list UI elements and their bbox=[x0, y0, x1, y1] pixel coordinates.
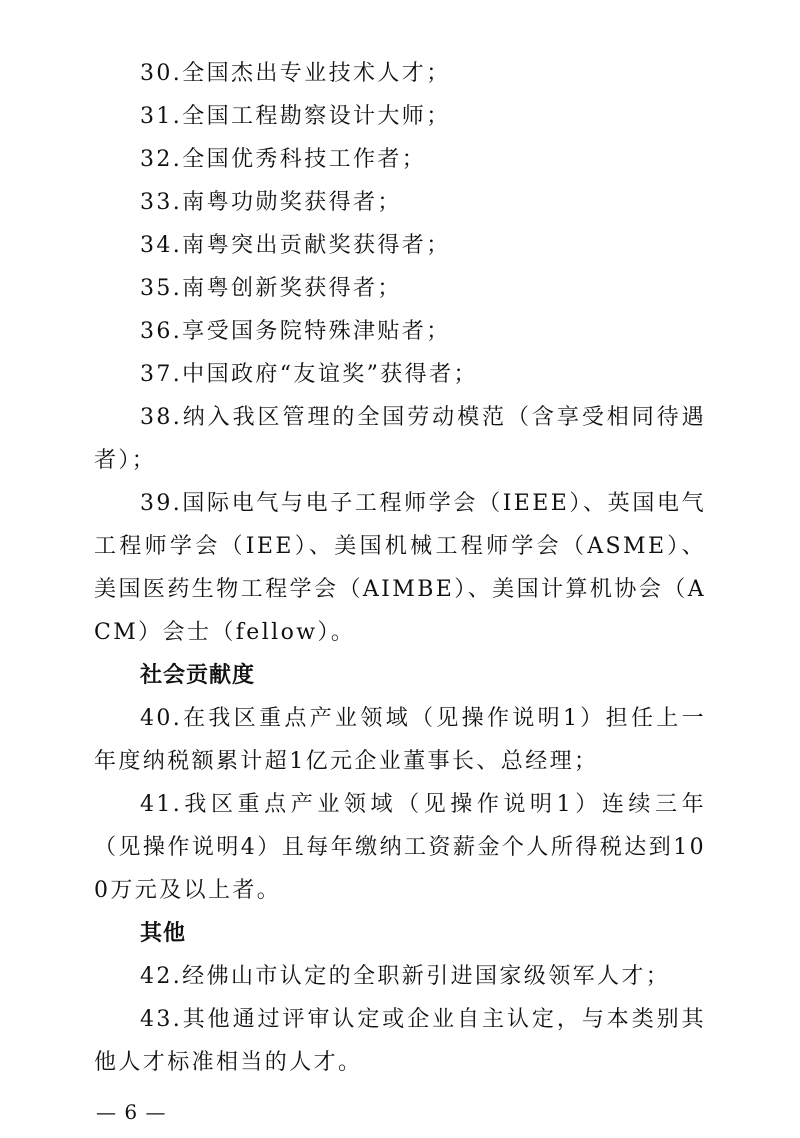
list-item-39: 39.国际电气与电子工程师学会（IEEE）、英国电气工程师学会（IEE）、美国机械工程师学会（ASME）、美国医药生物工程学会（AIMBE）、美国计算机协会（ACM）会士（fellow）。 bbox=[94, 491, 706, 645]
section-heading-social-contribution: 社会贡献度 bbox=[140, 663, 256, 688]
list-item-37: 37.中国政府“友谊奖”获得者； bbox=[140, 362, 478, 387]
section-heading-other: 其他 bbox=[140, 921, 187, 946]
list-item-43: 43.其他通过评审认定或企业自主认定，与本类别其他人才标准相当的人才。 bbox=[94, 1007, 706, 1075]
list-item-33: 33.南粤功勋奖获得者； bbox=[140, 190, 402, 215]
list-item-32: 32.全国优秀科技工作者； bbox=[140, 147, 427, 172]
list-item-36: 36.享受国务院特殊津贴者； bbox=[140, 319, 451, 344]
list-item-35: 35.南粤创新奖获得者； bbox=[140, 276, 402, 301]
document-body bbox=[94, 52, 706, 1084]
page-number: — 6 — bbox=[96, 1100, 167, 1124]
list-item-31: 31.全国工程勘察设计大师； bbox=[140, 104, 451, 129]
list-item-34: 34.南粤突出贡献奖获得者； bbox=[140, 233, 451, 258]
list-item-41: 41.我区重点产业领域（见操作说明1）连续三年（见操作说明4）且每年缴纳工资薪金个人所得税达到100万元及以上者。 bbox=[94, 792, 706, 903]
list-item-40: 40.在我区重点产业领域（见操作说明1）担任上一年度纳税额累计超1亿元企业董事长、总经理； bbox=[94, 706, 706, 774]
list-item-38: 38.纳入我区管理的全国劳动模范（含享受相同待遇者）； bbox=[94, 405, 706, 473]
list-item-30: 30.全国杰出专业技术人才； bbox=[140, 61, 451, 86]
list-item-42: 42.经佛山市认定的全职新引进国家级领军人才； bbox=[140, 964, 671, 989]
